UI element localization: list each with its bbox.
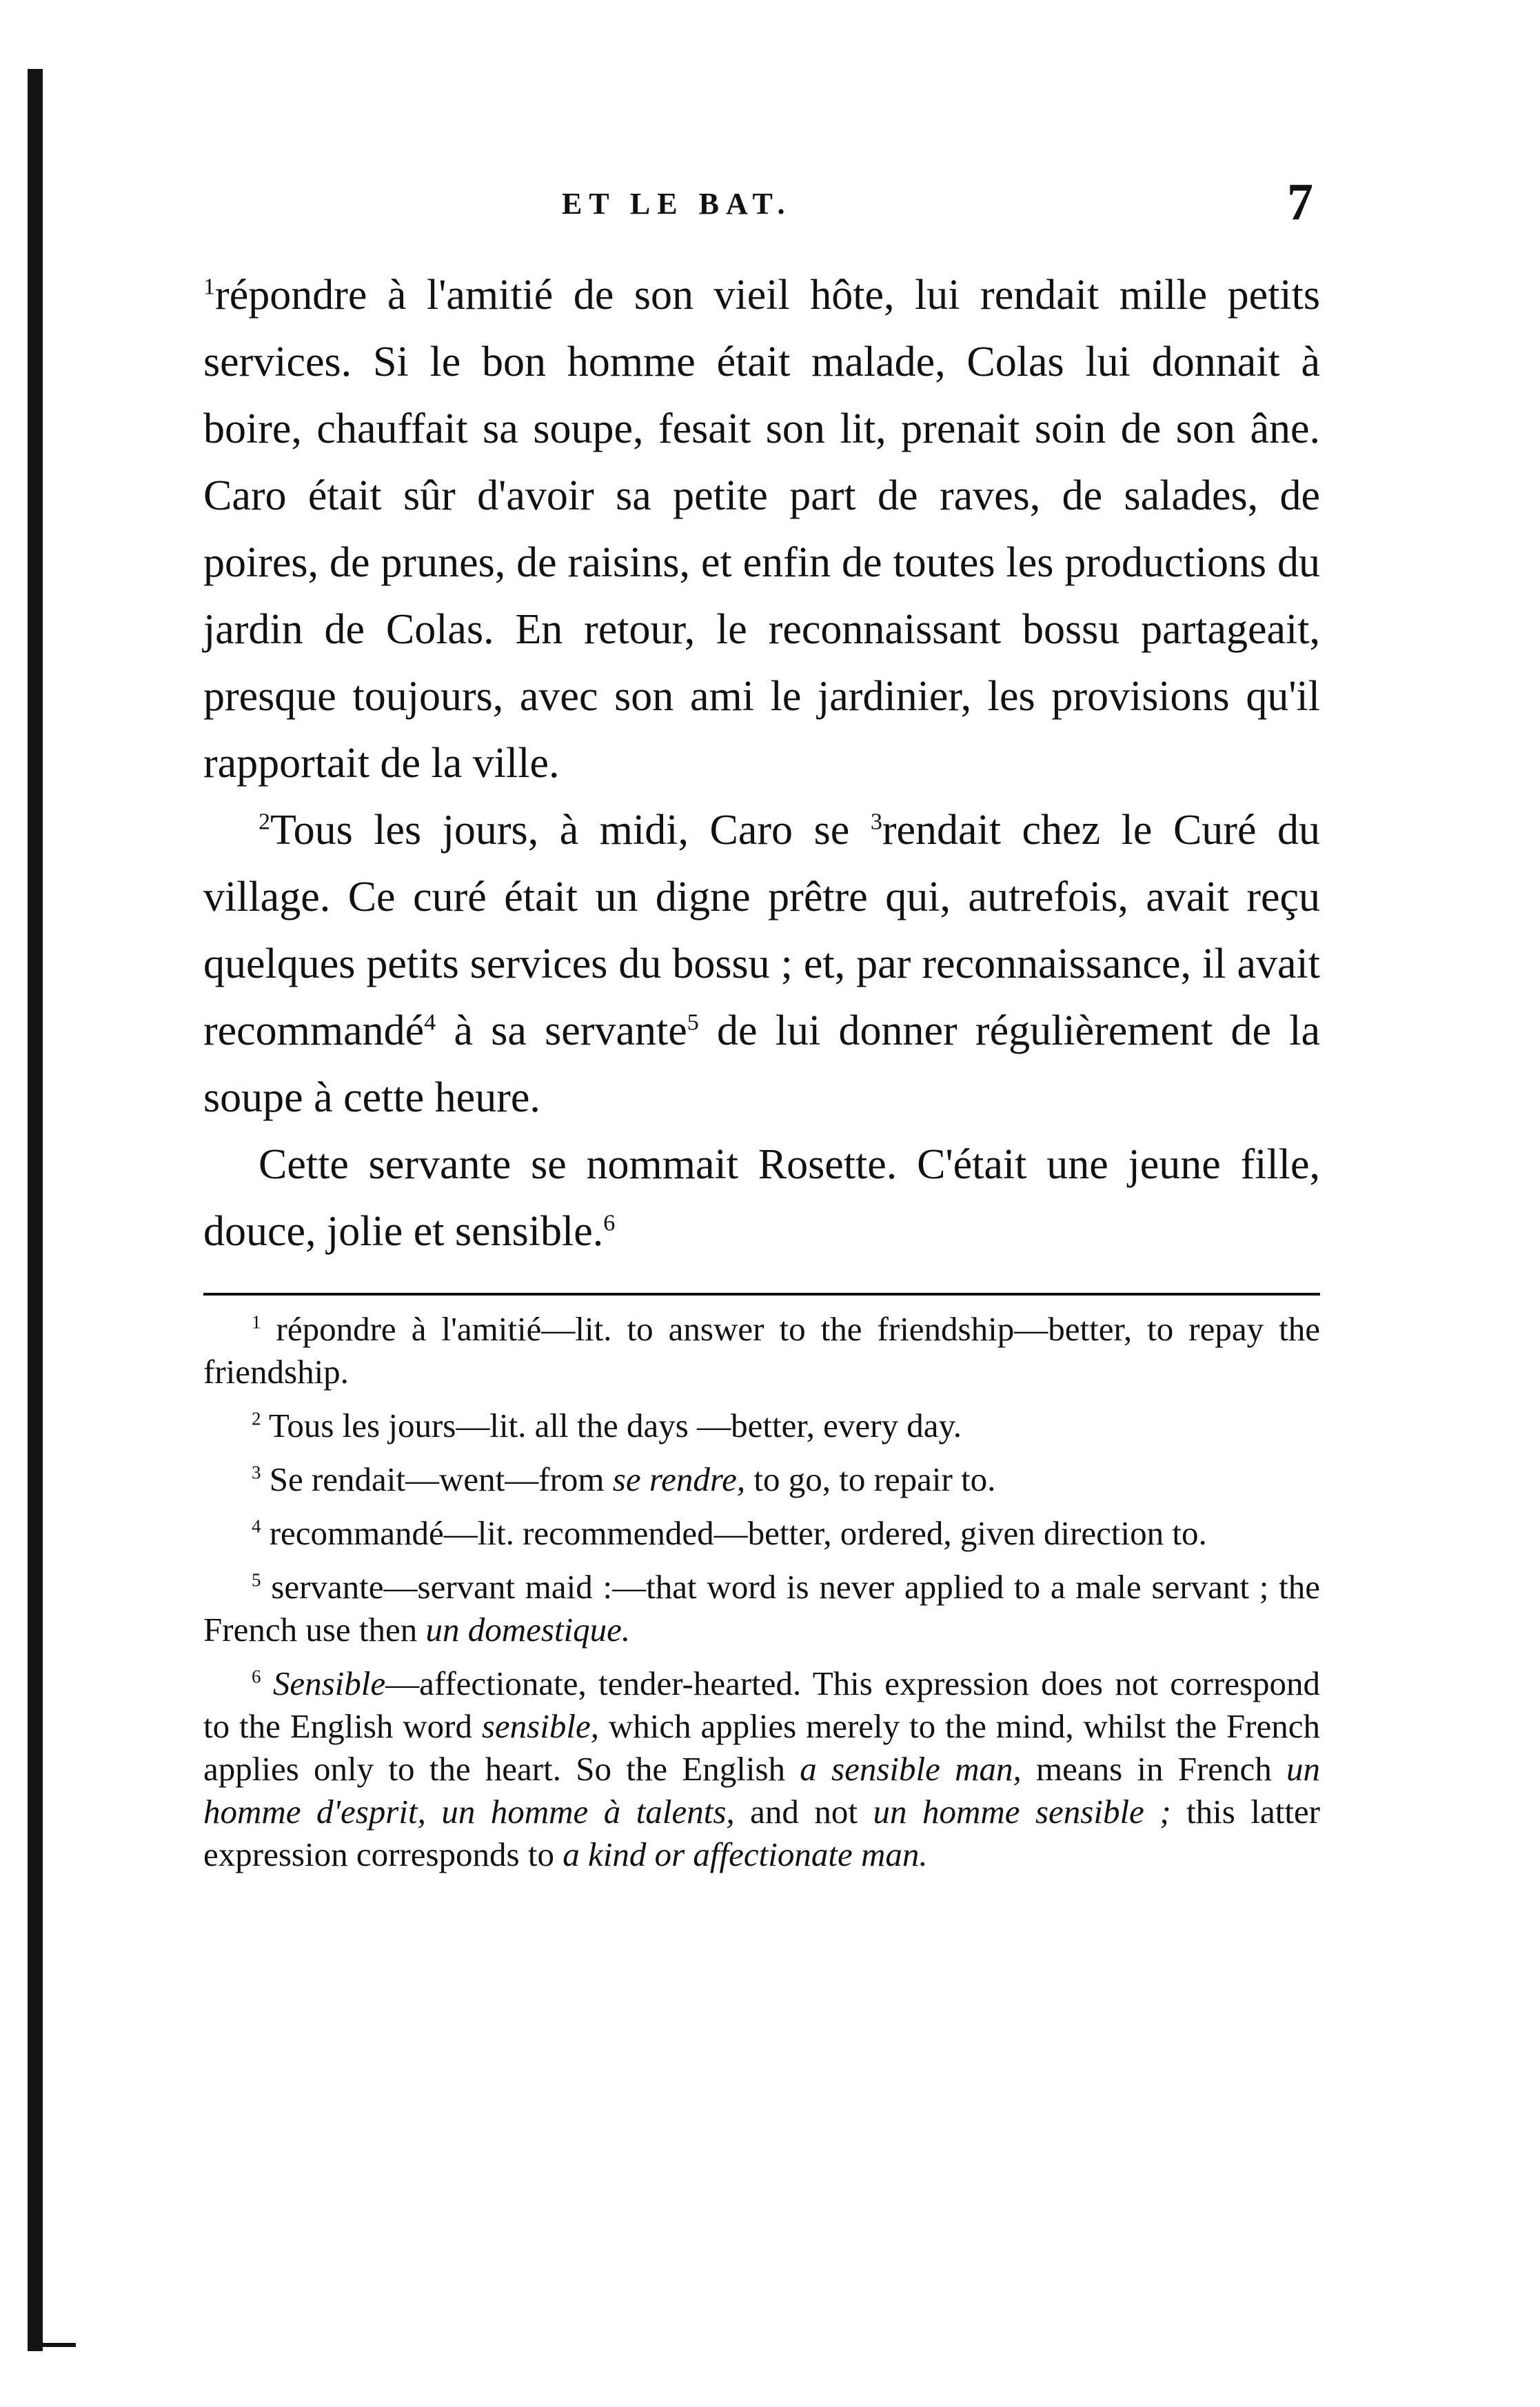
paragraph-text: répondre à l'amitié de son vieil hôte, lui rendait mille petits services. Si le bon homme était malade, Colas lui donnait à boire, chauffait sa soupe, fesait son lit, prenait soin de son âne. Caro était sûr d'avoir sa petite part de raves, de salades, de poires, de prunes, de raisins, et enfin de toutes les productions du jardin de Colas. En retour, le reconnaissant bossu partageait, presque toujours, avec son ami le jardinier, les provisions qu'il rapportait de la ville. <box>203 272 1320 787</box>
footnote-text <box>261 1664 272 1702</box>
footnote-text: which applies merely to the mind, whilst the French applies only to the heart. So the English <box>203 1707 1320 1788</box>
footnote <box>203 1512 1320 1555</box>
footnote-marker: 3 <box>870 809 882 835</box>
footnote-marker: 5 <box>687 1009 699 1036</box>
footnote-text: this latter expression corresponds to <box>203 1793 1320 1873</box>
footnote-text: to go, to repair to. <box>745 1460 996 1498</box>
paragraph <box>203 262 1320 797</box>
running-head <box>203 172 1320 234</box>
paragraph-text: Cette servante se nommait Rosette. C'était une jeune fille, douce, jolie et sensible. <box>203 1141 1320 1255</box>
footnote-italic: sensible, <box>481 1707 599 1745</box>
footnote-number: 3 <box>252 1462 261 1483</box>
paragraph-text: Tous les jours, à midi, Caro se <box>270 807 871 854</box>
footnote-number: 2 <box>252 1408 261 1429</box>
footnote-text: means in French <box>1021 1750 1287 1788</box>
footnote-italic: Sensible <box>272 1664 386 1702</box>
footnote-text: Tous les jours—lit. all the days —better, every day. <box>261 1407 962 1444</box>
footnote-text: Se rendait—went—from <box>261 1460 613 1498</box>
footnote <box>203 1308 1320 1393</box>
footnote-italic: un homme d'esprit, un homme à talents, <box>203 1750 1321 1831</box>
footnotes <box>203 1308 1320 1876</box>
footnote-text: recommandé—lit. recommended—better, ordered, given direction to. <box>261 1514 1207 1552</box>
footnote <box>203 1458 1320 1501</box>
footnote-marker: 6 <box>603 1210 616 1236</box>
footnote-number: 6 <box>252 1666 261 1687</box>
footnote-marker: 4 <box>424 1009 436 1036</box>
footnote-italic: a sensible man, <box>800 1750 1022 1788</box>
footnote-divider <box>203 1293 1320 1296</box>
footnote-text: répondre à l'amitié—lit. to answer to the friendship—better, to repay the friendship. <box>203 1310 1320 1391</box>
footnote-marker: 2 <box>259 809 271 835</box>
paragraph-text: rendait chez le Curé du village. Ce curé était un digne prêtre qui, autrefois, avait reçu quelques petits services du bossu ; et, par reconnaissance, il avait recommandé <box>203 807 1321 1054</box>
paragraph <box>203 797 1320 1131</box>
footnote-number: 4 <box>252 1515 261 1537</box>
book-page <box>203 172 1320 1887</box>
footnote-number: 1 <box>252 1311 261 1333</box>
running-head-title: ET LE BAT. <box>562 187 792 221</box>
footnote <box>203 1662 1320 1876</box>
footnote <box>203 1404 1320 1447</box>
footnote-italic: a kind or affectionate man. <box>563 1835 928 1873</box>
footnote-number: 5 <box>252 1569 261 1591</box>
book-binding-edge <box>28 69 43 2351</box>
footnote-italic: se rendre, <box>612 1460 746 1498</box>
paragraph <box>203 1131 1320 1265</box>
footnote-italic: un domestique. <box>425 1611 631 1649</box>
body-text <box>203 262 1320 1265</box>
footnote-text: servante—servant maid :—that word is never applied to a male servant ; the French use then <box>203 1568 1320 1649</box>
footnote-text: and not <box>734 1793 873 1831</box>
book-binding-foot <box>28 2343 76 2347</box>
footnote-marker: 1 <box>203 274 216 300</box>
paragraph-text: à sa servante <box>436 1007 687 1054</box>
footnote-italic: un homme sensible ; <box>873 1793 1171 1831</box>
footnote-text: —affectionate, tender-hearted. This expression does not correspond to the English word <box>203 1664 1321 1745</box>
footnote <box>203 1566 1320 1651</box>
paragraph-text: de lui donner régulièrement de la soupe à cette heure. <box>203 1007 1320 1121</box>
page-number: 7 <box>1287 173 1313 231</box>
